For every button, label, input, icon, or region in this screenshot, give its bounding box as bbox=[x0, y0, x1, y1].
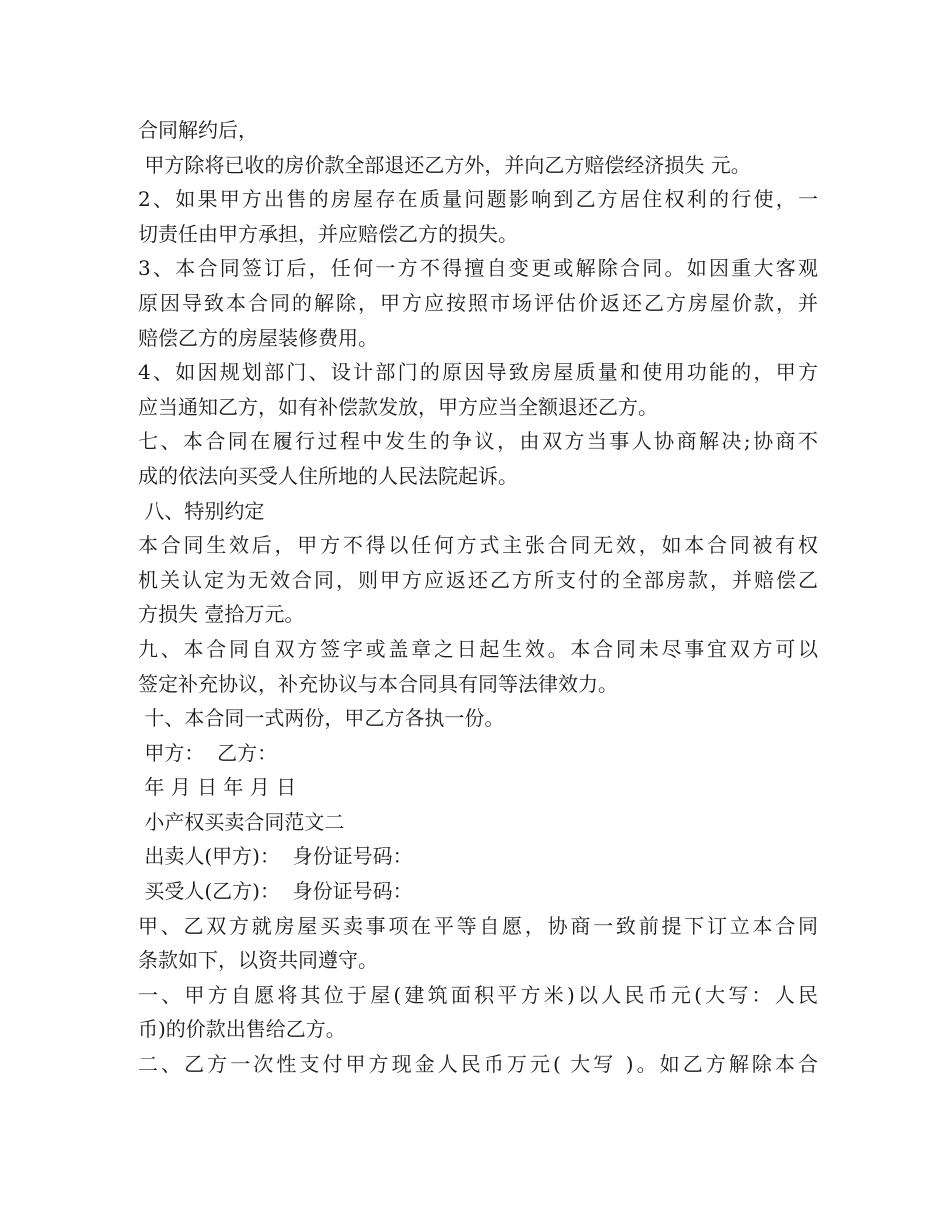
text-line: 机关认定为无效合同，则甲方应返还乙方所支付的全部房款，并赔偿乙 bbox=[138, 567, 818, 592]
text-line: 原因导致本合同的解除，甲方应按照市场评估价返还乙方房屋价款，并 bbox=[138, 290, 818, 315]
text-line: 2、如果甲方出售的房屋存在质量问题影响到乙方居住权利的行使，一 bbox=[138, 187, 818, 212]
contract-text-body bbox=[138, 113, 818, 1082]
text-line: 条款如下，以资共同遵守。 bbox=[138, 948, 378, 973]
text-line: 年 月 日 年 月 日 bbox=[138, 775, 297, 800]
text-line: 二、乙方一次性支付甲方现金人民币万元( 大写 )。如乙方解除本合 bbox=[138, 1052, 818, 1077]
text-line: 赔偿乙方的房屋装修费用。 bbox=[138, 325, 378, 350]
text-line: 方损失 壹拾万元。 bbox=[138, 602, 305, 627]
text-line: 八、特别约定 bbox=[138, 498, 265, 523]
text-line: 七、本合同在履行过程中发生的争议，由双方当事人协商解决;协商不 bbox=[138, 429, 818, 454]
text-line: 甲方除将已收的房价款全部退还乙方外，并向乙方赔偿经济损失 元。 bbox=[138, 152, 751, 177]
text-line: 十、本合同一式两份，甲乙方各执一份。 bbox=[138, 706, 505, 731]
text-line: 4、如因规划部门、设计部门的原因导致房屋质量和使用功能的，甲方 bbox=[138, 360, 818, 385]
text-line: 切责任由甲方承担，并应赔偿乙方的损失。 bbox=[138, 221, 518, 246]
text-line: 3、本合同签订后，任何一方不得擅自变更或解除合同。如因重大客观 bbox=[138, 256, 818, 281]
text-line: 币)的价款出售给乙方。 bbox=[138, 1017, 346, 1042]
text-line: 合同解约后， bbox=[138, 118, 258, 142]
text-line: 成的依法向买受人住所地的人民法院起诉。 bbox=[138, 463, 518, 488]
text-line: 出卖人(甲方)： 身份证号码： bbox=[138, 844, 413, 869]
text-line: 买受人(乙方)： 身份证号码： bbox=[138, 879, 413, 904]
text-line: 本合同生效后，甲方不得以任何方式主张合同无效，如本合同被有权 bbox=[138, 533, 818, 558]
text-line: 签定补充协议，补充协议与本合同具有同等法律效力。 bbox=[138, 671, 618, 696]
text-line: 应当通知乙方，如有补偿款发放，甲方应当全额退还乙方。 bbox=[138, 394, 658, 419]
text-line: 甲、乙双方就房屋买卖事项在平等自愿，协商一致前提下订立本合同 bbox=[138, 913, 818, 938]
text-line: 小产权买卖合同范文二 bbox=[138, 809, 345, 834]
text-line: 一、甲方自愿将其位于屋(建筑面积平方米)以人民币元(大写：人民 bbox=[138, 982, 818, 1007]
text-line: 甲方： 乙方： bbox=[138, 740, 278, 765]
text-line: 九、本合同自双方签字或盖章之日起生效。本合同未尽事宜双方可以 bbox=[138, 636, 818, 661]
